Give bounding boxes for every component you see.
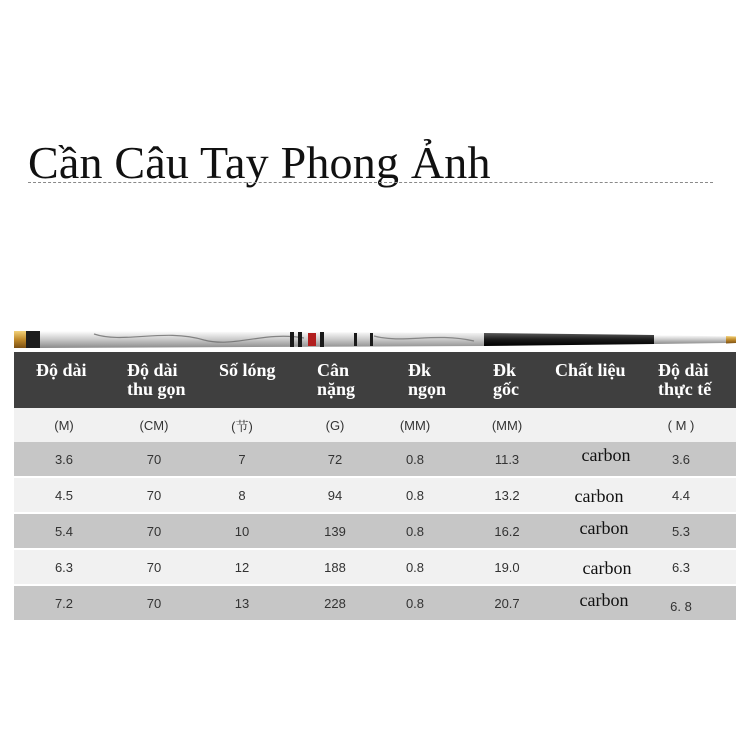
table-cell: 94 [327,487,343,503]
table-row [14,548,736,584]
unit-cell [562,408,642,442]
table-cell: 3.6 [54,451,74,467]
unit-cell: (节) [231,418,253,434]
table-cell: 70 [146,595,162,611]
header-actual-length: Độ dài thực tế [658,360,712,399]
table-cell: 5.3 [671,523,691,539]
table-cell: 228 [324,595,346,611]
table-cell: carbon [574,485,624,506]
table-cell: 6.3 [54,559,74,575]
table-cell: 4.5 [54,487,74,503]
table-cell: 0.8 [405,595,425,611]
table-cell: 4.4 [671,487,691,503]
table-cell: 139 [324,523,346,539]
table-cell: 6. 8 [670,598,692,614]
header-length: Độ dài [36,360,87,380]
table-cell: 3.6 [671,451,691,467]
table-cell: 8 [238,487,246,503]
table-cell: carbon [581,444,631,465]
table-cell: 12 [234,559,250,575]
table-cell: 6.3 [671,559,691,575]
table-cell: 7.2 [54,595,74,611]
table-row [14,442,736,476]
unit-cell: (M) [54,417,74,433]
table-row [14,584,736,620]
table-cell: 72 [327,451,343,467]
unit-cell: ( M ) [667,417,695,433]
page-title: Cần Câu Tay Phong Ảnh [28,137,491,188]
table-cell: 13 [234,595,250,611]
table-cell: 20.7 [494,595,520,611]
unit-cell: (G) [325,417,345,433]
table-cell: 0.8 [405,523,425,539]
table-cell: 10 [234,523,250,539]
header-tip-diameter: Đk ngọn [408,360,447,399]
table-cell: 70 [146,559,162,575]
title-divider [28,182,713,183]
table-cell: 188 [324,559,346,575]
header-base-diameter: Đk gốc [493,360,519,399]
table-cell: 70 [146,451,162,467]
specification-table [14,352,736,620]
header-sections: Số lóng [219,360,276,380]
table-row [14,476,736,512]
table-cell: 0.8 [405,487,425,503]
table-cell: 19.0 [494,559,520,575]
unit-cell: (MM) [399,417,431,433]
table-row [14,512,736,548]
table-cell: carbon [579,517,629,538]
table-cell: 70 [146,523,162,539]
table-cell: carbon [582,557,632,578]
unit-cell: (MM) [491,417,523,433]
table-cell: 11.3 [494,451,520,467]
table-header-row [14,352,736,408]
table-cell: 0.8 [405,451,425,467]
header-collapsed-length: Độ dài thu gọn [127,360,186,399]
header-material: Chất liệu [555,360,626,380]
table-cell: 5.4 [54,523,74,539]
units-row [14,408,736,442]
header-weight: Cân nặng [317,360,356,399]
table-cell: 0.8 [405,559,425,575]
table-cell: 7 [238,451,246,467]
table-cell: 16.2 [494,523,520,539]
unit-cell: (CM) [139,417,169,433]
table-cell: carbon [579,589,629,610]
fishing-rod-image [14,322,736,352]
table-cell: 70 [146,487,162,503]
table-cell: 13.2 [494,487,520,503]
